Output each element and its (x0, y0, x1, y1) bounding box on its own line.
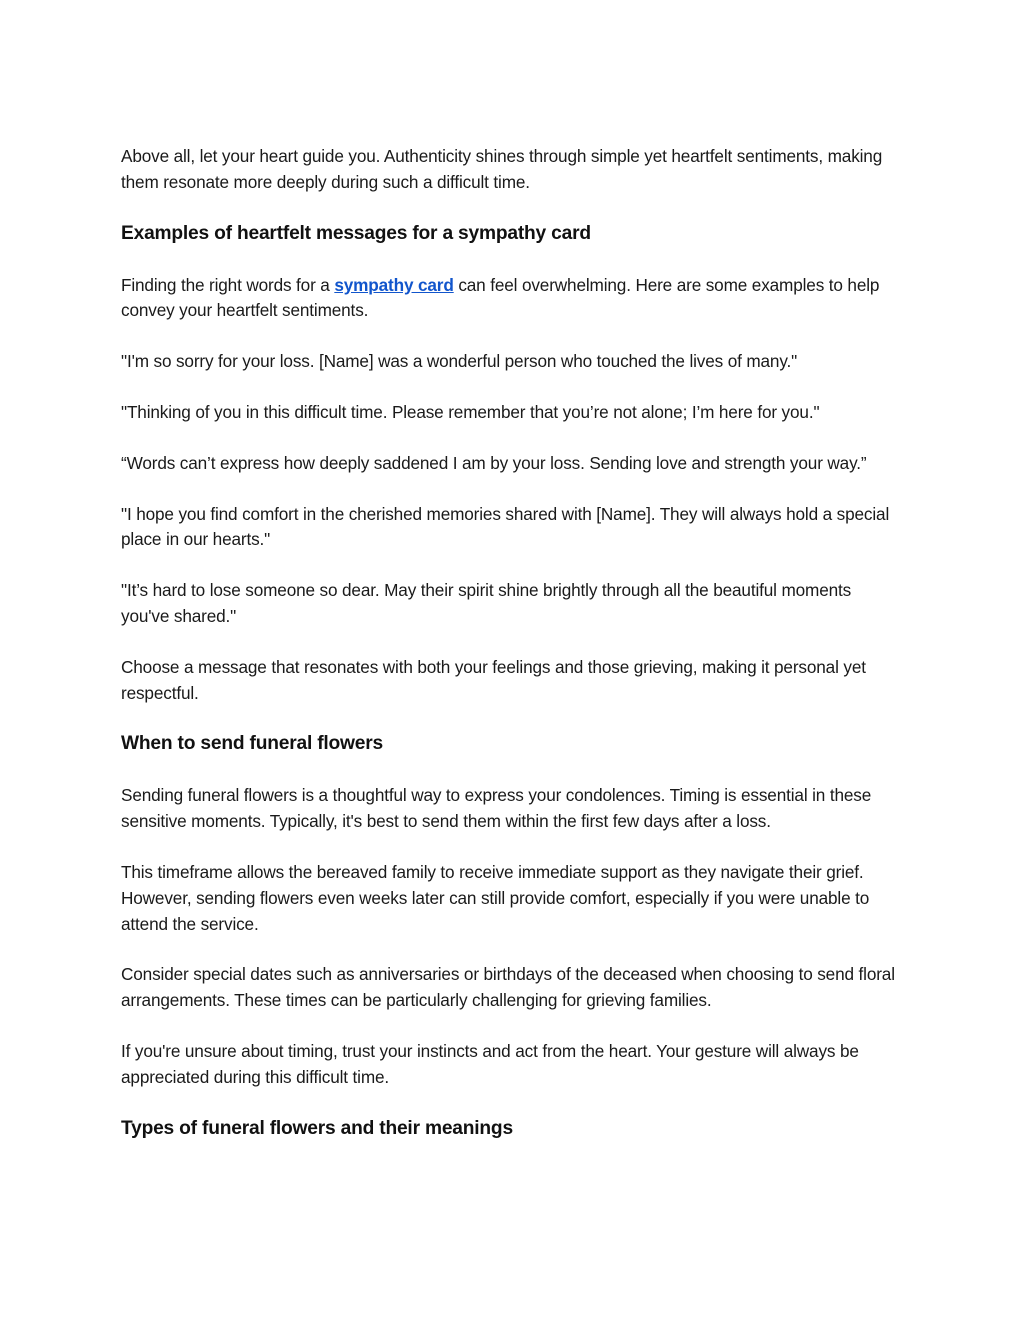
sympathy-card-link[interactable]: sympathy card (334, 274, 454, 295)
message-example: "Thinking of you in this difficult time. Please remember that you’re not alone; I’m here for you." (121, 401, 820, 422)
timing-paragraph: Sending funeral flowers is a thoughtful way to express your condolences. Timing is essential in these sensitive moments. Typically, it's best to send them within the first few days after a loss. (121, 785, 872, 832)
timing-paragraph: Consider special dates such as anniversaries or birthdays of the deceased when choosing to send floral arrangements. These times can be particularly challenging for grieving families. (121, 964, 895, 1011)
document-page (121, 144, 903, 1168)
message-example: “Words can’t express how deeply saddened I am by your loss. Sending love and strength your way.” (121, 452, 867, 473)
timing-paragraph: This timeframe allows the bereaved family to receive immediate support as they navigate their grief. However, sending flowers even weeks later can still provide comfort, especially if you were unable to attend the service. (121, 861, 870, 934)
timing-paragraph: If you're unsure about timing, trust your instincts and act from the heart. Your gesture will always be appreciated during this difficult time. (121, 1040, 859, 1087)
intro-closing-paragraph: Above all, let your heart guide you. Authenticity shines through simple yet heartfelt sentiments, making them resonate more deeply during such a difficult time. (121, 146, 883, 192)
lead-text-before: Finding the right words for a (121, 274, 335, 295)
messages-lead-paragraph (121, 273, 903, 325)
message-example: "I'm so sorry for your loss. [Name] was a wonderful person who touched the lives of many." (121, 351, 798, 372)
message-example: "I hope you find comfort in the cherished memories shared with [Name]. They will always hold a special place in our hearts." (121, 503, 890, 550)
section-heading-timing: When to send funeral flowers (121, 733, 383, 755)
message-example: "It’s hard to lose someone so dear. May their spirit shine brightly through all the beautiful moments you've shared." (121, 580, 852, 626)
section-heading-messages: Examples of heartfelt messages for a sympathy card (121, 222, 591, 244)
messages-closing-paragraph: Choose a message that resonates with both your feelings and those grieving, making it personal yet respectful. (121, 656, 866, 703)
lead-text-after: can feel overwhelming. Here are some examples to help convey your heartfelt sentiments. (121, 274, 880, 321)
section-heading-types: Types of funeral flowers and their meanings (121, 1117, 513, 1139)
